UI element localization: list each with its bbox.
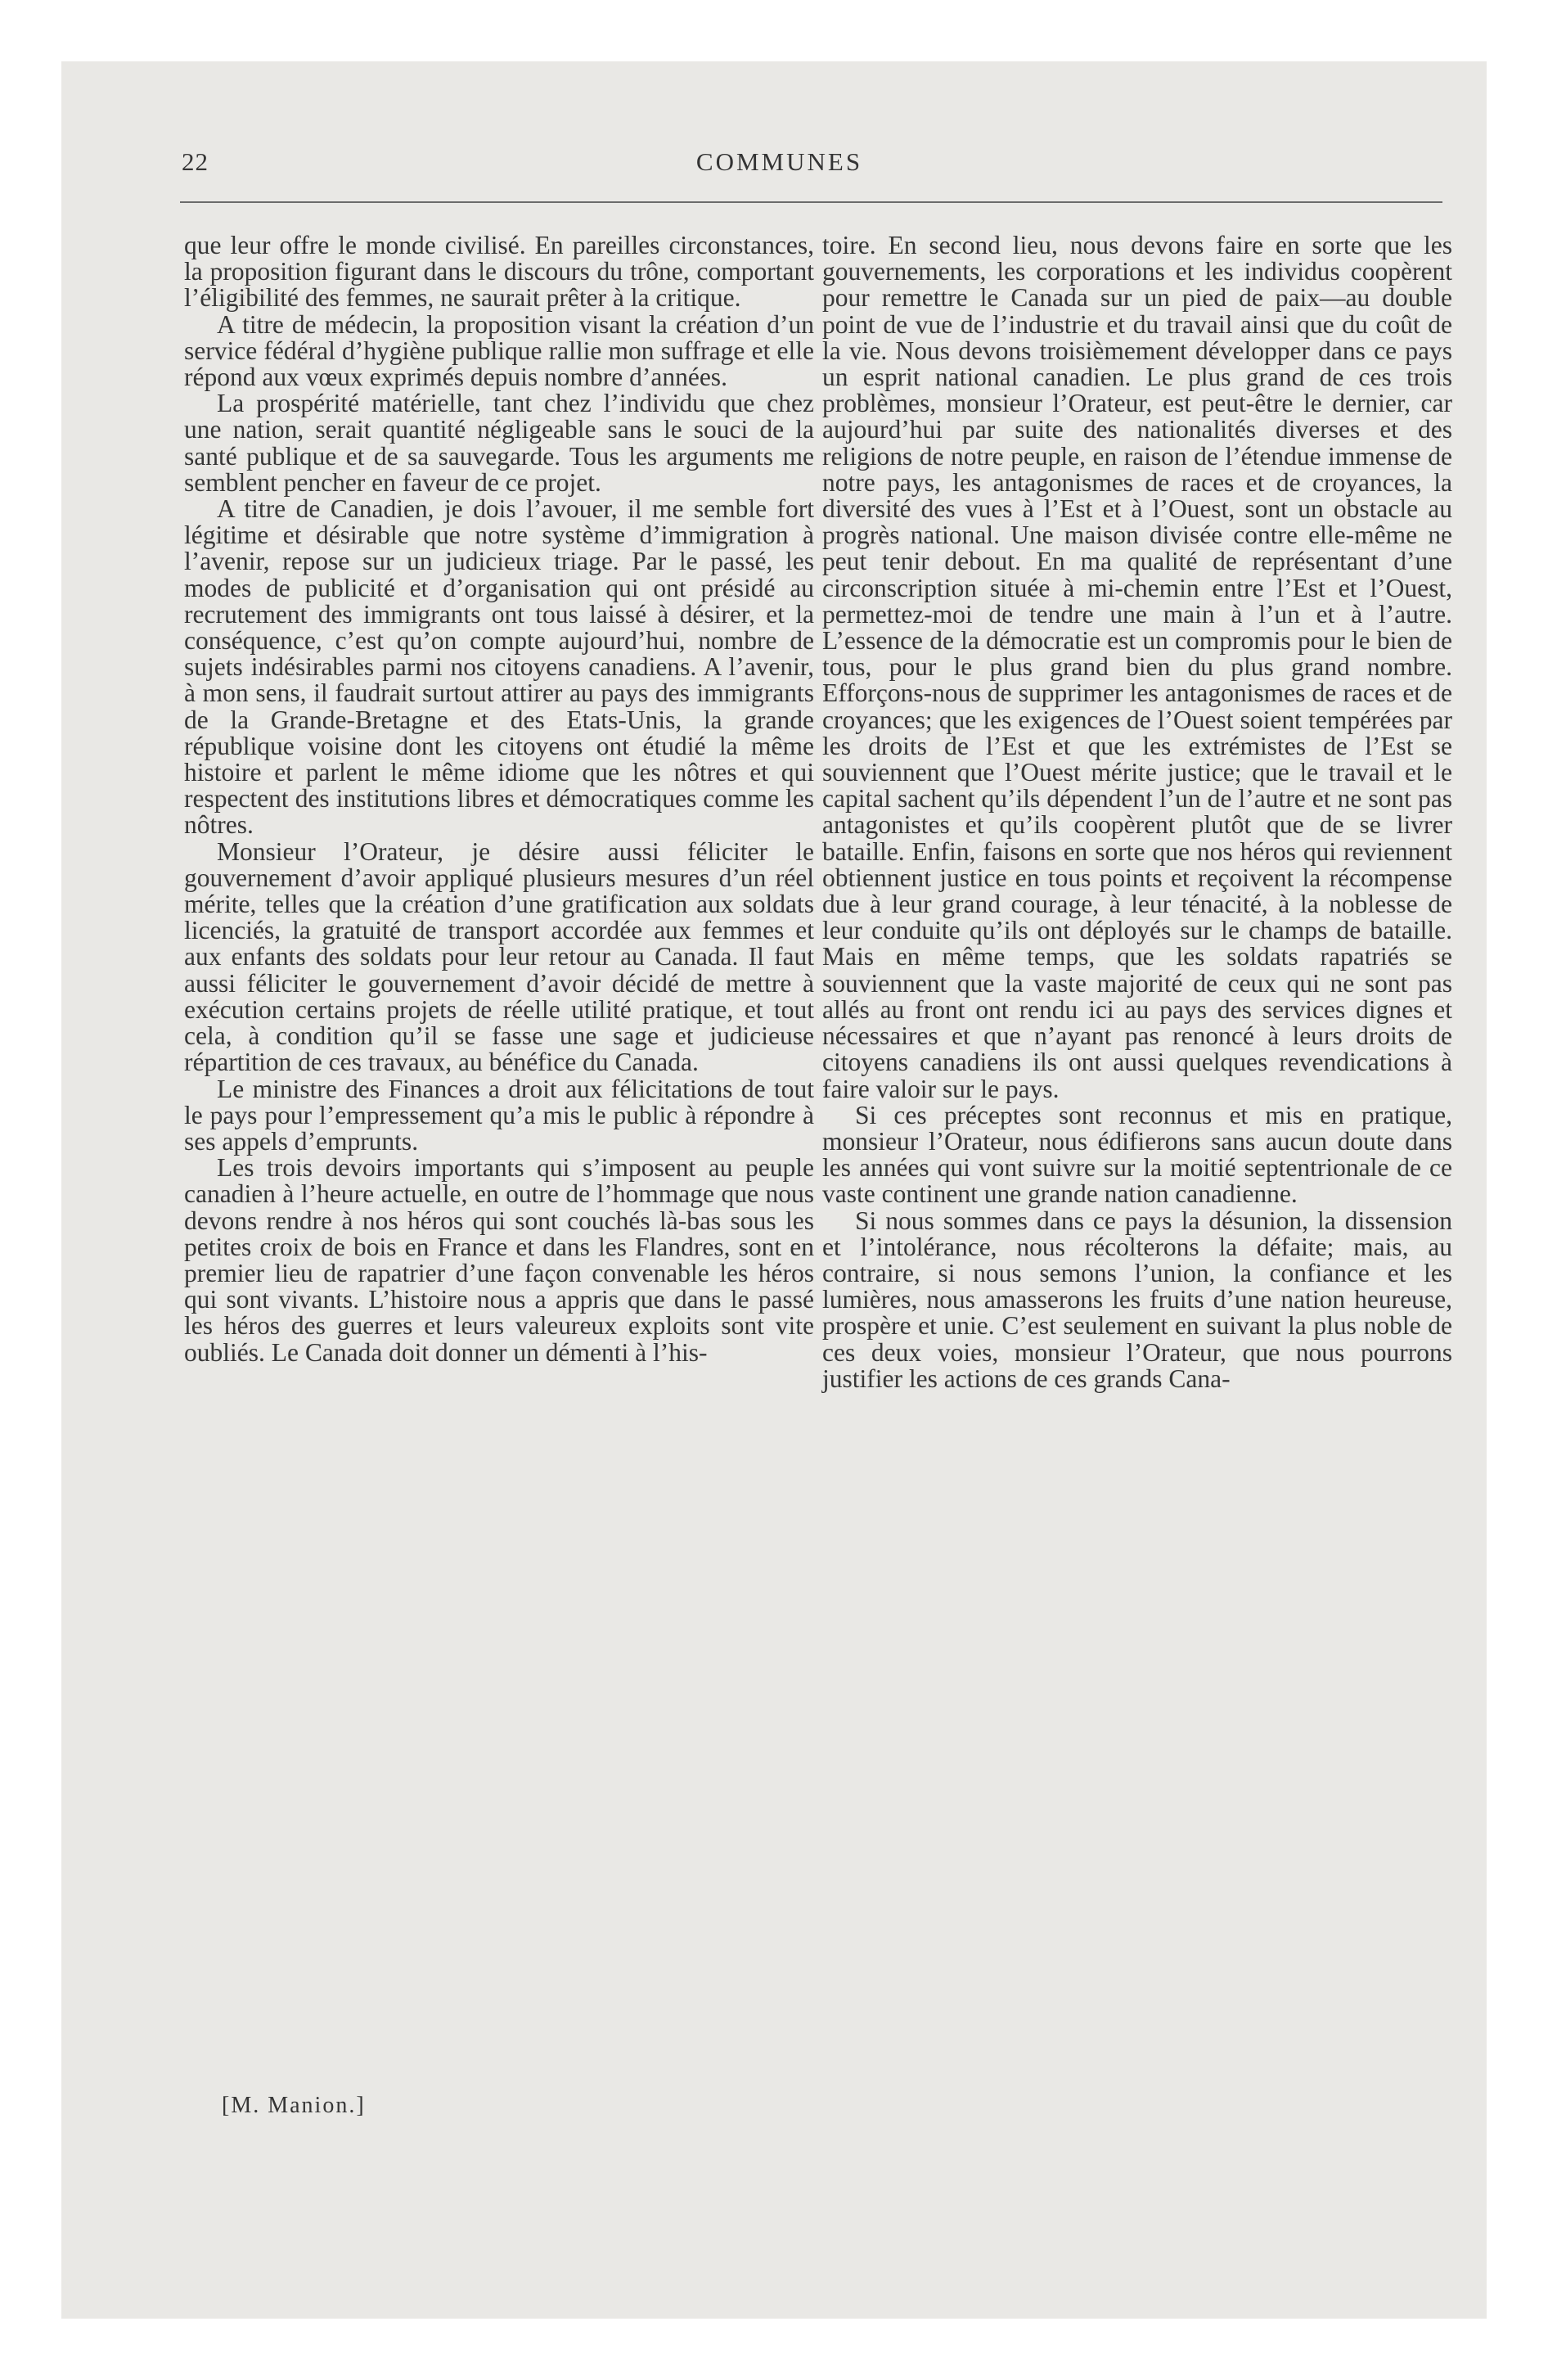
paragraph: Si ces préceptes sont reconnus et mis en pratique, monsieur l’Orateur, nous édifierons sans aucun doute dans les années qui vont suivre sur la moitié septentrionale de ce vaste continent une grande nation canadienne.	[822, 1100, 1452, 1209]
paragraph: A titre de Canadien, je dois l’avouer, il me semble fort légitime et désirable que notre système d’immigration à l’avenir, repose sur un judicieux triage. Par le passé, les modes de publicité et d’organisation qui ont présidé au recrutement des immigrants ont tous laissé à désirer, et la conséquence, c’est qu’on compte aujourd’hui, nombre de sujets indésirables parmi nos citoyens canadiens. A l’avenir, à mon sens, il faudrait surtout attirer au pays des immigrants de la Grande-Bretagne et des Etats-Unis, la grande république voisine dont les citoyens ont étudié la même histoire et parlent le même idiome que les nôtres et qui respectent des institutions libres et démocratiques comme les nôtres.	[184, 494, 814, 840]
paragraph: Monsieur l’Orateur, je désire aussi féliciter le gouvernement d’avoir appliqué plusieurs mesures d’un réel mérite, telles que la création d’une gratification aux soldats licenciés, la gratuité de transport accordée aux femmes et aux enfants des soldats pour leur retour au Canada. Il faut aussi féliciter le gouvernement d’avoir décidé de mettre à exécution certains projets de réelle utilité pratique, et tout cela, à condition qu’il se fasse une sage et judicieuse répartition de ces travaux, au bénéfice du Canada.	[184, 836, 814, 1077]
header-rule	[180, 201, 1442, 203]
right-column	[822, 232, 1452, 1392]
paragraph: A titre de médecin, la proposition visant la création d’un service fédéral d’hygiène publique rallie mon suffrage et elle répond aux vœux exprimés depuis nombre d’années.	[184, 309, 814, 392]
speaker-attribution: [M. Manion.]	[222, 2093, 366, 2118]
paragraph: toire. En second lieu, nous devons faire en sorte que les gouvernements, les corporations et les individus coopèrent pour remettre le Canada sur un pied de paix—au double point de vue de l’industrie et du travail ainsi que du coût de la vie. Nous devons troisièmement développer dans ce pays un esprit national canadien. Le plus grand de ces trois problèmes, monsieur l’Orateur, est peut-être le dernier, car aujourd’hui par suite des nationalités diverses et des religions de notre peuple, en raison de l’étendue immense de notre pays, les antagonismes de races et de croyances, la diversité des vues à l’Est et à l’Ouest, sont un obstacle au progrès national. Une maison divisée contre elle-même ne peut tenir debout. En ma qualité de représentant d’une circonscription située à mi-chemin entre l’Est et l’Ouest, permettez-moi de tendre une main à l’un et à l’autre. L’essence de la démocratie est un compromis pour le bien de tous, pour le plus grand bien du plus grand nombre. Efforçons-nous de supprimer les antagonismes de races et de croyances; que les exigences de l’Ouest soient tempérées par les droits de l’Est et que les extrémistes de l’Est se souviennent que l’Ouest mérite justice; que le travail et le capital sachent qu’ils dépendent l’un de l’autre et ne sont pas antagonistes et qu’ils coopèrent plutôt que de se livrer bataille. Enfin, faisons en sorte que nos héros qui reviennent obtiennent justice en tous points et reçoivent la récompense due à leur grand courage, à leur ténacité, à la noblesse de leur conduite qu’ils ont déployés sur le champs de bataille. Mais en même temps, que les soldats rapatriés se souviennent que la vaste majorité de ceux qui ne sont pas allés au front ont rendu ici au pays des services dignes et nécessaires et que n’ayant pas renoncé à leurs droits de citoyens canadiens ils ont aussi quelques revendications à faire valoir sur le pays.	[822, 231, 1452, 1103]
page-header	[123, 147, 1436, 180]
paragraph: Les trois devoirs importants qui s’imposent au peuple canadien à l’heure actuelle, en outre de l’hommage que nous devons rendre à nos héros qui sont couchés là-bas sous les petites croix de bois en France et dans les Flandres, sont en premier lieu de rapatrier d’une façon convenable les héros qui sont vivants. L’histoire nous a appris que dans le passé les héros des guerres et leurs valeureux exploits sont vite oubliés. Le Canada doit donner un démenti à l’his-	[184, 1153, 814, 1367]
paragraph: La prospérité matérielle, tant chez l’individu que chez une nation, serait quantité négligeable sans le souci de la santé publique et de sa sauvegarde. Tous les arguments me semblent pencher en faveur de ce projet.	[184, 389, 814, 497]
paragraph: que leur offre le monde civilisé. En pareilles circonstances, la proposition figurant dans le discours du trône, comportant l’éligibilité des femmes, ne saurait prêter à la critique.	[184, 231, 814, 313]
left-column	[184, 232, 814, 1366]
running-head: COMMUNES	[695, 147, 863, 176]
page-number: 22	[182, 147, 209, 176]
paragraph: Le ministre des Finances a droit aux félicitations de tout le pays pour l’empressement qu’a mis le public à répondre à ses appels d’emprunts.	[184, 1074, 814, 1156]
paragraph: Si nous sommes dans ce pays la désunion, la dissension et l’intolérance, nous récolterons la défaite; mais, au contraire, si nous semons l’union, la confiance et les lumières, nous amasserons les fruits d’une nation heureuse, prospère et unie. C’est seulement en suivant la plus noble de ces deux voies, monsieur l’Orateur, que nous pourrons justifier les actions de ces grands Cana-	[822, 1206, 1452, 1393]
